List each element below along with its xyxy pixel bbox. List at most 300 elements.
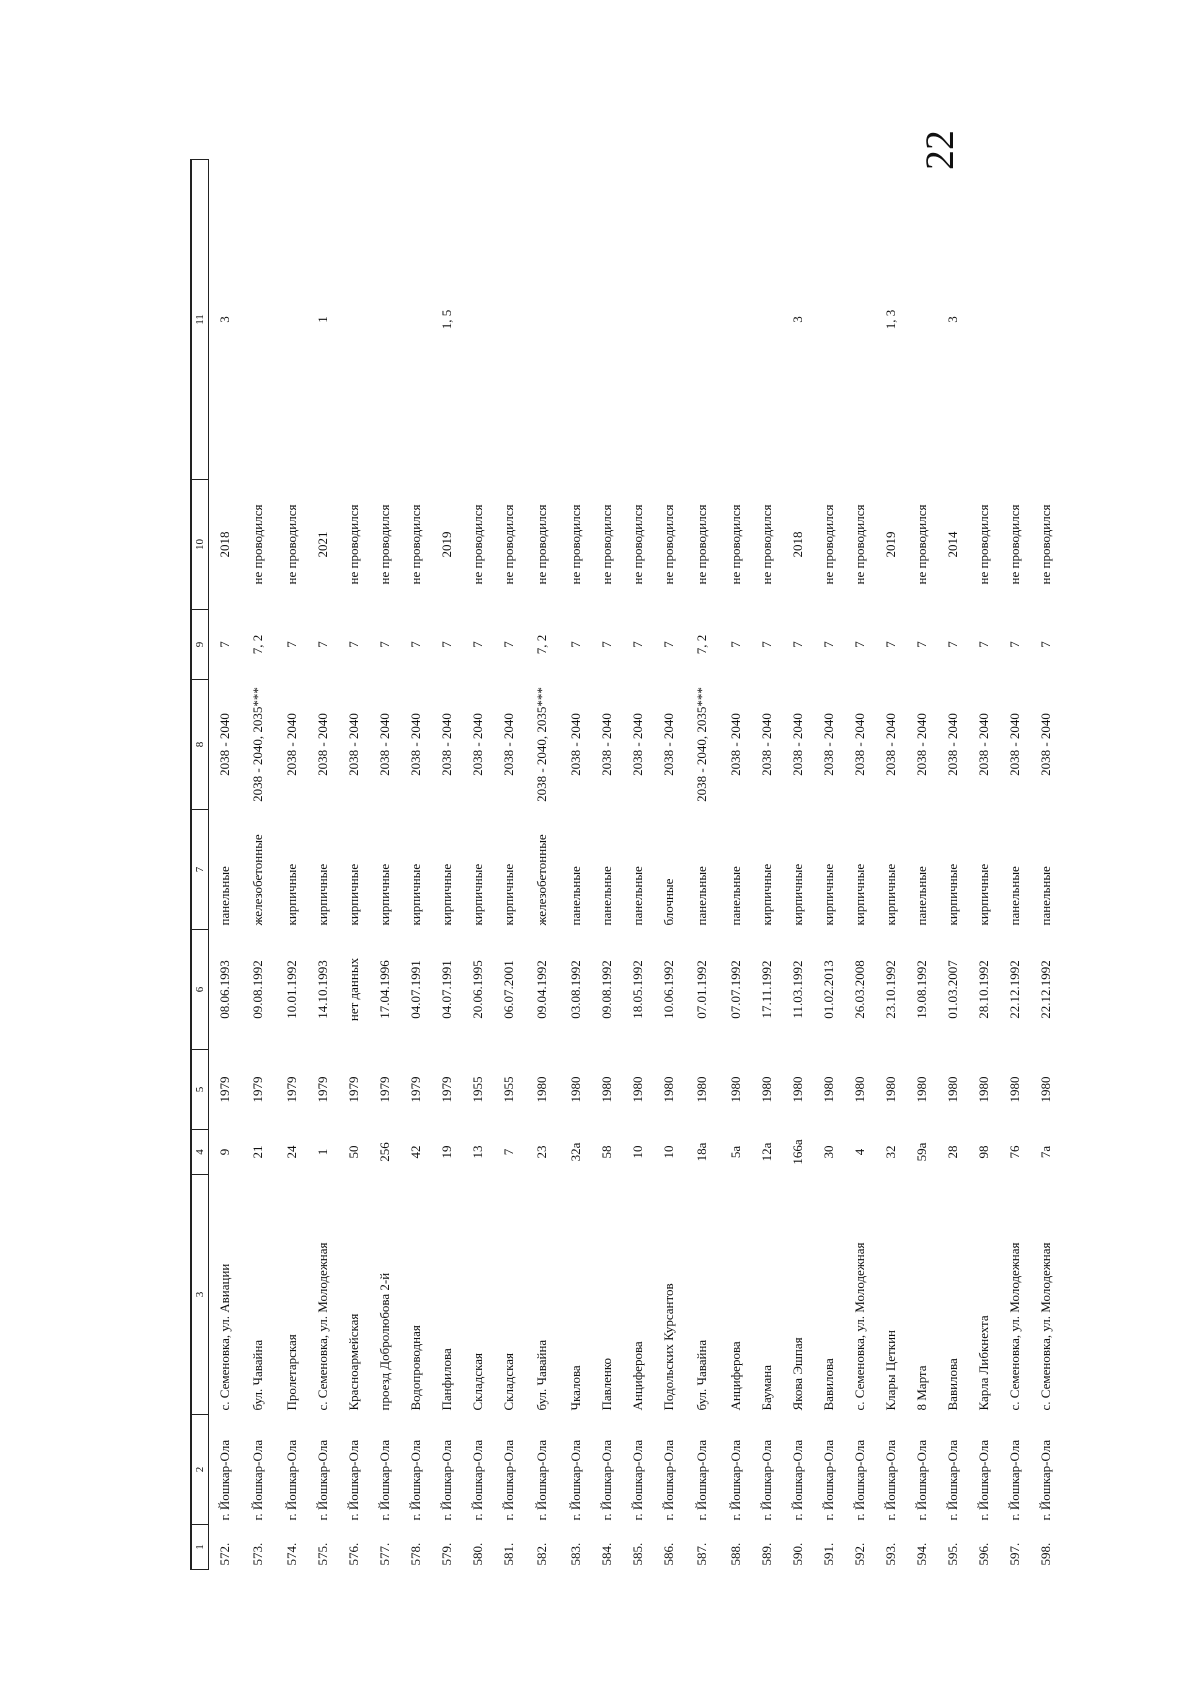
table-row: [462, 160, 493, 1570]
table-body: [209, 160, 1062, 1570]
cell-survey-status: 2019: [438, 531, 454, 558]
cell-wall-material: панельные: [1037, 866, 1053, 926]
cell-repair-period: 2038 - 2040: [882, 713, 898, 776]
cell-row-number: 577.: [376, 1542, 392, 1566]
cell-build-year: 1980: [758, 1076, 774, 1103]
table-row: [591, 160, 622, 1570]
cell-house-number: 18а: [694, 1142, 709, 1162]
cell-house-number: 256: [376, 1142, 392, 1162]
cell-city: г. Йошкар-Ола: [913, 1439, 929, 1521]
cell-street: Красноармейская: [345, 1313, 361, 1411]
cell-city: г. Йошкар-Ола: [407, 1439, 423, 1521]
cell-build-year: 1955: [500, 1076, 516, 1103]
table-row: [493, 160, 524, 1570]
cell-works-code: 7: [283, 641, 299, 648]
column-header: 5: [191, 1050, 209, 1130]
table-row: [684, 160, 720, 1570]
table-row: [338, 160, 369, 1570]
cell-city: г. Йошкар-Ола: [598, 1439, 614, 1521]
cell-wall-material: кирпичные: [314, 863, 330, 926]
cell-works-code: 7: [469, 641, 485, 648]
cell-street: Складская: [469, 1353, 485, 1411]
cell-repair-period: 2038 - 2040: [629, 713, 645, 776]
cell-notes: 3: [944, 316, 960, 323]
column-header: 4: [191, 1130, 209, 1175]
cell-street: Водопроводная: [407, 1325, 423, 1411]
cell-house-number: 1: [314, 1148, 330, 1156]
cell-survey-status: не проводился: [1037, 504, 1053, 585]
cell-date: 10.01.1992: [283, 960, 299, 1019]
column-header: 7: [191, 810, 209, 930]
column-header: 3: [191, 1175, 209, 1415]
cell-street: с. Семеновка, ул. Молодежная: [851, 1242, 867, 1411]
cell-city: г. Йошкар-Ола: [629, 1439, 645, 1521]
cell-house-number: 76: [1006, 1145, 1022, 1159]
cell-repair-period: 2038 - 2040: [598, 713, 614, 776]
cell-row-number: 587.: [694, 1542, 709, 1566]
cell-house-number: 4: [851, 1148, 867, 1156]
cell-repair-period: 2038 - 2040: [345, 713, 361, 776]
table-row: [560, 160, 591, 1570]
cell-street: бул. Чавайна: [694, 1339, 709, 1411]
table-row: [782, 160, 813, 1570]
cell-city: г. Йошкар-Ола: [216, 1439, 232, 1521]
cell-street: Карла Либкнехта: [975, 1315, 991, 1411]
cell-survey-status: не проводился: [975, 504, 991, 585]
cell-works-code: 7: [314, 641, 330, 648]
table-row: [240, 160, 276, 1570]
table-row: [968, 160, 999, 1570]
cell-row-number: 578.: [407, 1542, 423, 1566]
cell-house-number: 9: [216, 1148, 232, 1156]
cell-house-number: 24: [283, 1145, 299, 1159]
cell-build-year: 1980: [944, 1076, 960, 1103]
cell-notes: [906, 160, 937, 480]
cell-row-number: 598.: [1037, 1542, 1053, 1566]
cell-wall-material: железобетонные: [534, 834, 549, 926]
cell-survey-status: не проводился: [567, 504, 583, 585]
cell-row-number: 595.: [944, 1542, 960, 1566]
cell-date: 17.04.1996: [376, 960, 392, 1019]
cell-notes: 3: [789, 316, 805, 323]
cell-notes: [400, 160, 431, 480]
cell-house-number: 13: [469, 1145, 485, 1159]
cell-street: с. Семеновка, ул. Молодежная: [314, 1242, 330, 1411]
cell-repair-period: 2038 - 2040: [789, 713, 805, 776]
cell-works-code: 7, 2: [534, 634, 549, 655]
cell-house-number: 7а: [1037, 1145, 1053, 1159]
cell-house-number: 58: [598, 1145, 614, 1159]
cell-wall-material: кирпичные: [407, 863, 423, 926]
housing-register-table: [190, 159, 1061, 1570]
cell-survey-status: 2014: [944, 531, 960, 558]
cell-survey-status: не проводился: [283, 504, 299, 585]
cell-works-code: 7: [345, 641, 361, 648]
cell-city: г. Йошкар-Ола: [882, 1439, 898, 1521]
cell-build-year: 1980: [727, 1076, 743, 1103]
table-row: [751, 160, 782, 1570]
cell-city: г. Йошкар-Ола: [660, 1439, 676, 1521]
cell-wall-material: панельные: [694, 866, 709, 926]
cell-street: Вавилова: [944, 1358, 960, 1411]
cell-house-number: 28: [944, 1145, 960, 1159]
cell-repair-period: 2038 - 2040: [913, 713, 929, 776]
cell-date: 11.03.1992: [789, 960, 805, 1019]
cell-date: 08.06.1993: [216, 960, 232, 1019]
cell-wall-material: кирпичные: [376, 863, 392, 926]
cell-date: 03.08.1992: [567, 960, 583, 1019]
cell-works-code: 7: [438, 641, 454, 648]
cell-row-number: 590.: [789, 1542, 805, 1566]
column-header: 2: [191, 1415, 209, 1525]
column-header: 9: [191, 610, 209, 680]
cell-street: Баумана: [758, 1364, 774, 1411]
cell-house-number: 42: [407, 1145, 423, 1159]
cell-date: 18.05.1992: [629, 960, 645, 1019]
cell-survey-status: 2021: [314, 531, 330, 558]
cell-repair-period: 2038 - 2040: [407, 713, 423, 776]
cell-wall-material: панельные: [1006, 866, 1022, 926]
column-header: 1: [191, 1525, 209, 1570]
cell-notes: [524, 160, 560, 480]
cell-street: Панфилова: [438, 1348, 454, 1411]
cell-survey-status: не проводился: [660, 504, 676, 585]
table-row: [431, 160, 462, 1570]
cell-build-year: 1980: [820, 1076, 836, 1103]
cell-survey-status: не проводился: [500, 504, 516, 585]
cell-build-year: 1980: [789, 1076, 805, 1103]
cell-date: 09.08.1992: [250, 960, 265, 1019]
cell-repair-period: 2038 - 2040: [851, 713, 867, 776]
cell-build-year: 1980: [1037, 1076, 1053, 1103]
cell-wall-material: панельные: [629, 866, 645, 926]
cell-survey-status: не проводился: [758, 504, 774, 585]
cell-notes: [968, 160, 999, 480]
table-row: [999, 160, 1030, 1570]
cell-date: 07.01.1992: [694, 960, 709, 1019]
cell-survey-status: не проводился: [694, 504, 709, 585]
cell-row-number: 572.: [216, 1542, 232, 1566]
cell-city: г. Йошкар-Ола: [314, 1439, 330, 1521]
cell-works-code: 7: [727, 641, 743, 648]
cell-repair-period: 2038 - 2040: [216, 713, 232, 776]
cell-survey-status: не проводился: [598, 504, 614, 585]
cell-notes: 1: [314, 316, 330, 323]
cell-date: 23.10.1992: [882, 960, 898, 1019]
cell-house-number: 10: [660, 1145, 676, 1159]
table-row: [276, 160, 307, 1570]
cell-notes: [240, 160, 276, 480]
cell-repair-period: 2038 - 2040: [567, 713, 583, 776]
table-row: [906, 160, 937, 1570]
cell-works-code: 7: [789, 641, 805, 648]
cell-wall-material: кирпичные: [469, 863, 485, 926]
cell-survey-status: не проводился: [376, 504, 392, 585]
cell-survey-status: не проводился: [629, 504, 645, 585]
cell-notes: [844, 160, 875, 480]
cell-notes: [369, 160, 400, 480]
cell-repair-period: 2038 - 2040: [660, 713, 676, 776]
cell-wall-material: кирпичные: [882, 863, 898, 926]
cell-city: г. Йошкар-Ола: [694, 1439, 709, 1521]
cell-wall-material: панельные: [216, 866, 232, 926]
cell-date: 07.07.1992: [727, 960, 743, 1019]
cell-house-number: 19: [438, 1145, 454, 1159]
cell-repair-period: 2038 - 2040, 2035***: [534, 687, 549, 802]
cell-city: г. Йошкар-Ола: [944, 1439, 960, 1521]
cell-street: с. Семеновка, ул. Авиации: [216, 1263, 232, 1411]
cell-row-number: 596.: [975, 1542, 991, 1566]
cell-notes: [462, 160, 493, 480]
cell-city: г. Йошкар-Ола: [789, 1439, 805, 1521]
cell-survey-status: не проводился: [1006, 504, 1022, 585]
cell-street: Анциферова: [629, 1341, 645, 1411]
cell-street: Пролетарская: [283, 1334, 299, 1411]
cell-street: Клары Цеткин: [882, 1330, 898, 1411]
cell-repair-period: 2038 - 2040, 2035***: [250, 687, 265, 802]
cell-city: г. Йошкар-Ола: [283, 1439, 299, 1521]
cell-row-number: 581.: [500, 1542, 516, 1566]
cell-street: Подольских Курсантов: [660, 1283, 676, 1411]
cell-repair-period: 2038 - 2040: [1037, 713, 1053, 776]
cell-survey-status: 2018: [216, 531, 232, 558]
cell-repair-period: 2038 - 2040: [944, 713, 960, 776]
table-row: [875, 160, 906, 1570]
cell-wall-material: панельные: [567, 866, 583, 926]
cell-row-number: 593.: [882, 1542, 898, 1566]
cell-wall-material: кирпичные: [758, 863, 774, 926]
cell-notes: [720, 160, 751, 480]
cell-works-code: 7, 2: [250, 634, 265, 655]
cell-notes: [622, 160, 653, 480]
cell-row-number: 580.: [469, 1542, 485, 1566]
cell-city: г. Йошкар-Ола: [534, 1439, 549, 1521]
cell-row-number: 594.: [913, 1542, 929, 1566]
table-row: [369, 160, 400, 1570]
cell-survey-status: не проводился: [727, 504, 743, 585]
table-row: [209, 160, 241, 1570]
cell-survey-status: не проводился: [820, 504, 836, 585]
cell-works-code: 7: [882, 641, 898, 648]
cell-repair-period: 2038 - 2040: [727, 713, 743, 776]
cell-works-code: 7: [376, 641, 392, 648]
cell-city: г. Йошкар-Ола: [500, 1439, 516, 1521]
cell-city: г. Йошкар-Ола: [376, 1439, 392, 1521]
rotated-table-container: [190, 160, 1053, 1570]
cell-repair-period: 2038 - 2040: [758, 713, 774, 776]
cell-row-number: 582.: [534, 1542, 549, 1566]
cell-build-year: 1980: [975, 1076, 991, 1103]
cell-survey-status: не проводился: [345, 504, 361, 585]
cell-repair-period: 2038 - 2040: [820, 713, 836, 776]
cell-works-code: 7: [944, 641, 960, 648]
cell-city: г. Йошкар-Ола: [1006, 1439, 1022, 1521]
cell-row-number: 586.: [660, 1542, 676, 1566]
cell-row-number: 597.: [1006, 1542, 1022, 1566]
cell-build-year: 1980: [567, 1076, 583, 1103]
cell-row-number: 575.: [314, 1542, 330, 1566]
table-row: [622, 160, 653, 1570]
cell-build-year: 1980: [882, 1076, 898, 1103]
cell-build-year: 1980: [629, 1076, 645, 1103]
cell-notes: [751, 160, 782, 480]
cell-works-code: 7: [851, 641, 867, 648]
cell-city: г. Йошкар-Ола: [1037, 1439, 1053, 1521]
cell-house-number: 21: [250, 1145, 265, 1159]
cell-notes: [338, 160, 369, 480]
cell-wall-material: панельные: [598, 866, 614, 926]
cell-works-code: 7: [1006, 641, 1022, 648]
table-row: [653, 160, 684, 1570]
cell-wall-material: кирпичные: [975, 863, 991, 926]
cell-repair-period: 2038 - 2040: [500, 713, 516, 776]
column-header: 6: [191, 930, 209, 1050]
cell-date: 04.07.1991: [438, 960, 454, 1019]
cell-wall-material: кирпичные: [283, 863, 299, 926]
cell-street: 8 Марта: [913, 1365, 929, 1411]
cell-date: 04.07.1991: [407, 960, 423, 1019]
cell-street: Якова Эшпая: [789, 1337, 805, 1411]
cell-street: с. Семеновка, ул. Молодежная: [1037, 1242, 1053, 1411]
cell-street: Вавилова: [820, 1358, 836, 1411]
cell-date: 01.03.2007: [944, 960, 960, 1019]
cell-notes: [560, 160, 591, 480]
cell-wall-material: кирпичные: [345, 863, 361, 926]
cell-works-code: 7: [660, 641, 676, 648]
cell-notes: [684, 160, 720, 480]
cell-row-number: 588.: [727, 1542, 743, 1566]
cell-date: 09.04.1992: [534, 960, 549, 1019]
cell-build-year: 1979: [376, 1076, 392, 1103]
cell-row-number: 592.: [851, 1542, 867, 1566]
cell-row-number: 576.: [345, 1542, 361, 1566]
cell-row-number: 591.: [820, 1542, 836, 1566]
cell-wall-material: кирпичные: [851, 863, 867, 926]
cell-house-number: 30: [820, 1145, 836, 1159]
cell-build-year: 1980: [598, 1076, 614, 1103]
cell-city: г. Йошкар-Ола: [469, 1439, 485, 1521]
cell-works-code: 7: [975, 641, 991, 648]
cell-repair-period: 2038 - 2040: [376, 713, 392, 776]
cell-street: Складская: [500, 1353, 516, 1411]
cell-row-number: 585.: [629, 1542, 645, 1566]
cell-repair-period: 2038 - 2040: [469, 713, 485, 776]
cell-survey-status: не проводился: [534, 504, 549, 585]
cell-notes: [493, 160, 524, 480]
cell-works-code: 7: [598, 641, 614, 648]
cell-house-number: 32: [882, 1145, 898, 1159]
cell-notes: [999, 160, 1030, 480]
cell-build-year: 1980: [660, 1076, 676, 1103]
cell-works-code: 7: [216, 641, 232, 648]
cell-works-code: 7: [500, 641, 516, 648]
cell-build-year: 1980: [534, 1076, 549, 1103]
cell-row-number: 589.: [758, 1542, 774, 1566]
cell-street: бул. Чавайна: [534, 1339, 549, 1411]
cell-date: 28.10.1992: [975, 960, 991, 1019]
cell-house-number: 98: [975, 1145, 991, 1159]
cell-build-year: 1980: [1006, 1076, 1022, 1103]
cell-city: г. Йошкар-Ола: [975, 1439, 991, 1521]
cell-repair-period: 2038 - 2040: [283, 713, 299, 776]
cell-notes: [276, 160, 307, 480]
page-number: 22: [917, 130, 962, 170]
cell-city: г. Йошкар-Ола: [820, 1439, 836, 1521]
cell-date: 14.10.1993: [314, 960, 330, 1019]
column-header: 8: [191, 680, 209, 810]
cell-works-code: 7: [407, 641, 423, 648]
cell-house-number: 166а: [789, 1139, 805, 1165]
cell-date: 17.11.1992: [758, 960, 774, 1019]
cell-date: 06.07.2001: [500, 960, 516, 1019]
cell-city: г. Йошкар-Ола: [438, 1439, 454, 1521]
cell-house-number: 10: [629, 1145, 645, 1159]
cell-build-year: 1979: [314, 1076, 330, 1103]
table-row: [937, 160, 968, 1570]
cell-survey-status: не проводился: [851, 504, 867, 585]
cell-date: 19.08.1992: [913, 960, 929, 1019]
cell-survey-status: 2018: [789, 531, 805, 558]
cell-works-code: 7, 2: [694, 634, 709, 655]
cell-works-code: 7: [567, 641, 583, 648]
cell-survey-status: не проводился: [250, 504, 265, 585]
cell-repair-period: 2038 - 2040: [1006, 713, 1022, 776]
cell-notes: [813, 160, 844, 480]
cell-wall-material: кирпичные: [500, 863, 516, 926]
cell-date: нет данных: [345, 957, 361, 1022]
column-header: 10: [191, 480, 209, 610]
cell-wall-material: панельные: [913, 866, 929, 926]
cell-city: г. Йошкар-Ола: [345, 1439, 361, 1521]
cell-build-year: 1980: [851, 1076, 867, 1103]
cell-build-year: 1979: [345, 1076, 361, 1103]
cell-wall-material: кирпичные: [438, 863, 454, 926]
cell-house-number: 59а: [913, 1142, 929, 1162]
table-row: [307, 160, 338, 1570]
cell-works-code: 7: [1037, 641, 1053, 648]
cell-house-number: 32а: [567, 1142, 583, 1162]
cell-city: г. Йошкар-Ола: [567, 1439, 583, 1521]
cell-notes: [1030, 160, 1061, 480]
cell-works-code: 7: [629, 641, 645, 648]
cell-date: 10.06.1992: [660, 960, 676, 1019]
cell-street: с. Семеновка, ул. Молодежная: [1006, 1242, 1022, 1411]
cell-survey-status: 2019: [882, 531, 898, 558]
table-row: [813, 160, 844, 1570]
cell-notes: 1, 5: [438, 309, 454, 330]
cell-repair-period: 2038 - 2040: [314, 713, 330, 776]
cell-survey-status: не проводился: [913, 504, 929, 585]
table-row: [720, 160, 751, 1570]
cell-wall-material: кирпичные: [789, 863, 805, 926]
cell-date: 26.03.2008: [851, 960, 867, 1019]
header-row: [191, 160, 209, 1570]
cell-survey-status: не проводился: [407, 504, 423, 585]
cell-works-code: 7: [758, 641, 774, 648]
cell-house-number: 7: [500, 1148, 516, 1156]
cell-build-year: 1980: [913, 1076, 929, 1103]
cell-works-code: 7: [820, 641, 836, 648]
cell-house-number: 23: [534, 1145, 549, 1159]
cell-repair-period: 2038 - 2040: [438, 713, 454, 776]
cell-notes: [653, 160, 684, 480]
table-row: [524, 160, 560, 1570]
cell-repair-period: 2038 - 2040, 2035***: [694, 687, 709, 802]
cell-wall-material: железобетонные: [250, 834, 265, 926]
cell-street: Павленко: [598, 1358, 614, 1411]
cell-date: 09.08.1992: [598, 960, 614, 1019]
cell-city: г. Йошкар-Ола: [250, 1439, 265, 1521]
